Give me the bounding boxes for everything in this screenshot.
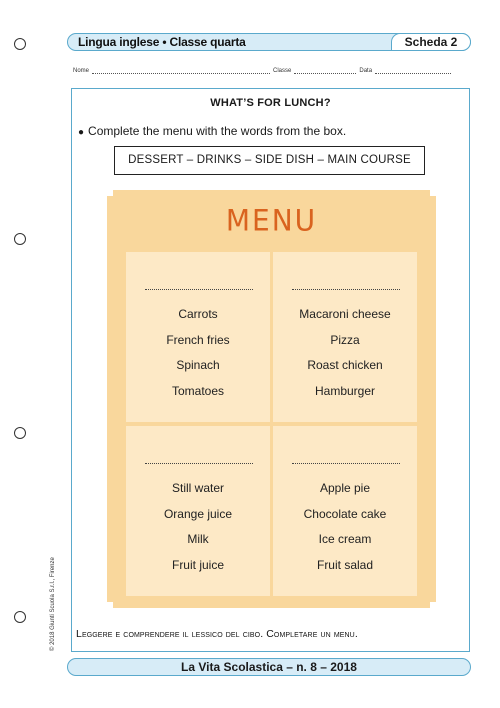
section-heading-blank[interactable] bbox=[292, 289, 400, 290]
menu-title: MENU bbox=[225, 203, 318, 238]
footer-bar: La Vita Scolastica – n. 8 – 2018 bbox=[67, 658, 471, 676]
menu-item: Carrots bbox=[178, 307, 218, 321]
binder-hole-4 bbox=[14, 611, 26, 623]
binder-hole-2 bbox=[14, 233, 26, 245]
date-label: Data bbox=[359, 68, 373, 74]
menu-section-3 bbox=[126, 426, 270, 596]
exercise-title: WHAT’S FOR LUNCH? bbox=[210, 97, 331, 109]
menu-card bbox=[107, 190, 436, 608]
name-label: Nome bbox=[73, 68, 90, 74]
menu-item: Macaroni cheese bbox=[299, 307, 391, 321]
menu-item: Hamburger bbox=[314, 383, 376, 398]
subject-title: Lingua inglese • Classe quarta bbox=[78, 35, 246, 49]
copyright-notice: © 2018 Giunti Scuola S.r.l., Firenze bbox=[50, 557, 56, 651]
menu-item: Fruit juice bbox=[171, 557, 224, 572]
menu-item: Tomatoes bbox=[171, 383, 225, 398]
card-corner bbox=[430, 190, 436, 196]
instruction-text: Complete the menu with the words from the box. bbox=[88, 124, 347, 138]
class-label: Classe bbox=[273, 68, 292, 74]
menu-item: Milk bbox=[187, 532, 209, 546]
section-heading-blank[interactable] bbox=[145, 463, 253, 464]
section-heading-blank[interactable] bbox=[292, 463, 400, 464]
menu-item: Pizza bbox=[330, 332, 360, 347]
card-corner bbox=[430, 602, 436, 608]
student-info-line bbox=[73, 67, 473, 74]
card-corner bbox=[107, 602, 113, 608]
menu-item: Ice cream bbox=[318, 532, 372, 546]
section-heading-blank[interactable] bbox=[145, 289, 253, 290]
worksheet-number-tab: Scheda 2 bbox=[391, 33, 471, 51]
name-field[interactable] bbox=[92, 67, 270, 74]
binder-hole-3 bbox=[14, 427, 26, 439]
binder-hole-1 bbox=[14, 38, 26, 50]
word-box: DESSERT – DRINKS – SIDE DISH – MAIN COURSE bbox=[114, 146, 425, 175]
date-field[interactable] bbox=[375, 67, 451, 74]
card-corner bbox=[107, 190, 113, 196]
instruction bbox=[78, 124, 346, 138]
menu-item: Apple pie bbox=[319, 481, 371, 495]
menu-item: Orange juice bbox=[163, 506, 233, 521]
class-field[interactable] bbox=[294, 67, 356, 74]
menu-item: Still water bbox=[171, 481, 224, 495]
menu-item: Roast chicken bbox=[307, 358, 383, 372]
menu-item: French fries bbox=[166, 332, 230, 347]
menu-section-1 bbox=[126, 252, 270, 422]
menu-item: Chocolate cake bbox=[303, 506, 387, 521]
menu-section-4 bbox=[273, 426, 417, 596]
menu-item: Spinach bbox=[176, 358, 220, 372]
header-bar bbox=[67, 33, 471, 51]
menu-item: Fruit salad bbox=[316, 557, 374, 572]
learning-objective: Leggere e comprendere il lessico del cibo. Completare un menu. bbox=[76, 628, 358, 640]
bullet-icon: ● bbox=[78, 127, 85, 138]
menu-section-2 bbox=[273, 252, 417, 422]
